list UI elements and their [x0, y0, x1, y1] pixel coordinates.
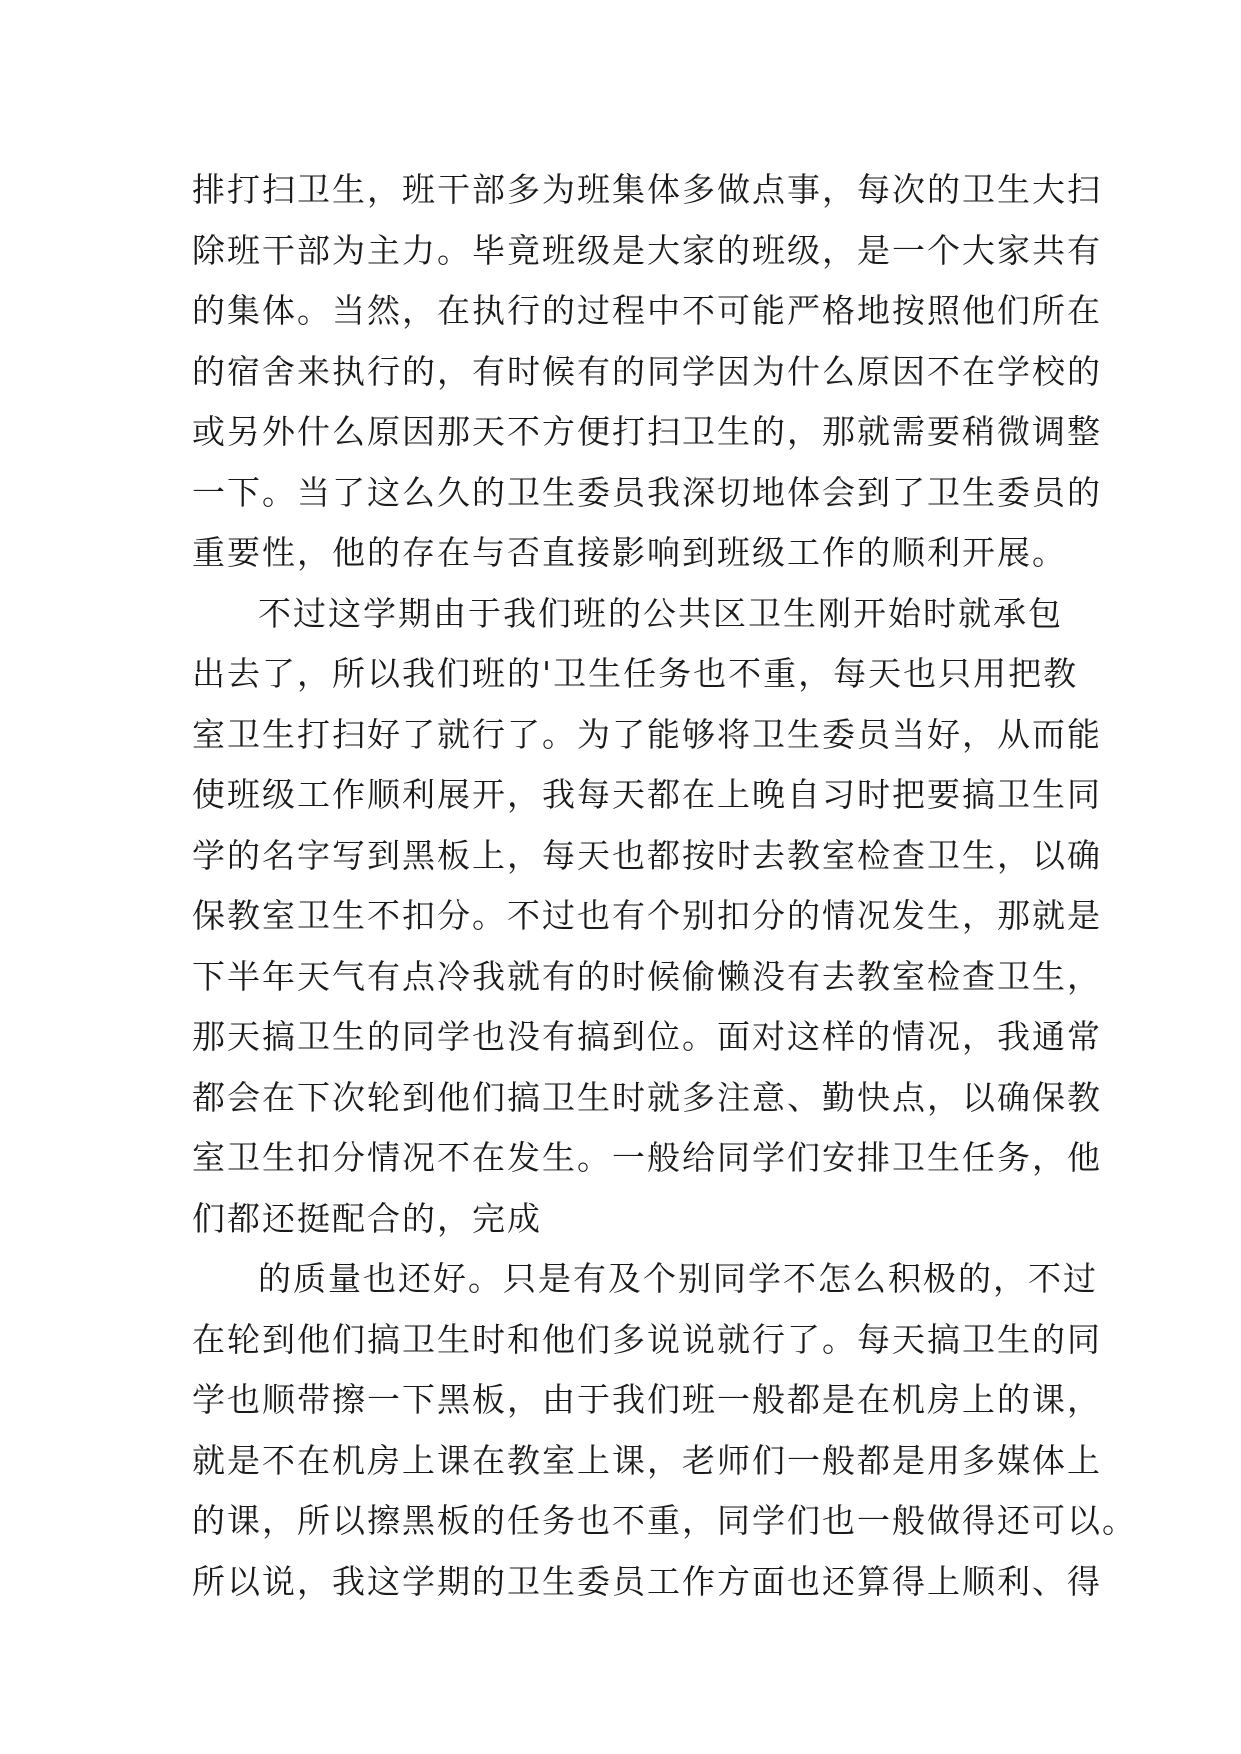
text-line: 保教室卫生不扣分。不过也有个别扣分的情况发生，那就是	[192, 896, 1102, 935]
text-line: 排打扫卫生，班干部多为班集体多做点事，每次的卫生大扫	[192, 170, 1102, 209]
text-line: 的课，所以擦黑板的任务也不重，同学们也一般做得还可以。	[192, 1501, 1137, 1540]
text-line: 出去了，所以我们班的'卫生任务也不重，每天也只用把教	[192, 654, 1079, 693]
text-line: 下半年天气有点冷我就有的时候偷懒没有去教室检查卫生，	[192, 956, 1102, 996]
text-line: 们都还挺配合的，完成	[192, 1198, 542, 1238]
text-line: 的宿舍来执行的，有时候有的同学因为什么原因不在学校的	[192, 351, 1102, 391]
text-line: 一下。当了这么久的卫生委员我深切地体会到了卫生委员的	[192, 472, 1102, 512]
text-line: 所以说，我这学期的卫生委员工作方面也还算得上顺利、得	[192, 1561, 1102, 1601]
text-line: 的集体。当然，在执行的过程中不可能严格地按照他们所在	[192, 291, 1102, 330]
text-line: 重要性，他的存在与否直接影响到班级工作的顺利开展。	[192, 533, 1067, 572]
text-line: 不过这学期由于我们班的公共区卫生刚开始时就承包	[258, 593, 1063, 633]
text-line: 除班干部为主力。毕竟班级是大家的班级，是一个大家共有	[192, 230, 1102, 270]
text-line: 在轮到他们搞卫生时和他们多说说就行了。每天搞卫生的同	[192, 1319, 1102, 1359]
text-line: 使班级工作顺利展开，我每天都在上晚自习时把要搞卫生同	[192, 775, 1102, 814]
text-line: 的质量也还好。只是有及个别同学不怎么积极的，不过	[258, 1259, 1098, 1298]
body-text	[192, 160, 1137, 1612]
text-line: 学的名字写到黑板上，每天也都按时去教室检查卫生，以确	[192, 835, 1102, 875]
text-line: 学也顺带擦一下黑板，由于我们班一般都是在机房上的课，	[192, 1380, 1102, 1419]
text-line: 或另外什么原因那天不方便打扫卫生的，那就需要稍微调整	[192, 412, 1102, 451]
text-line: 室卫生扣分情况不在发生。一般给同学们安排卫生任务，他	[192, 1138, 1102, 1177]
text-line: 都会在下次轮到他们搞卫生时就多注意、勤快点，以确保教	[192, 1077, 1102, 1117]
text-line: 室卫生打扫好了就行了。为了能够将卫生委员当好，从而能	[192, 714, 1102, 754]
text-line: 就是不在机房上课在教室上课，老师们一般都是用多媒体上	[192, 1440, 1102, 1480]
text-line: 那天搞卫生的同学也没有搞到位。面对这样的情况，我通常	[192, 1017, 1102, 1056]
